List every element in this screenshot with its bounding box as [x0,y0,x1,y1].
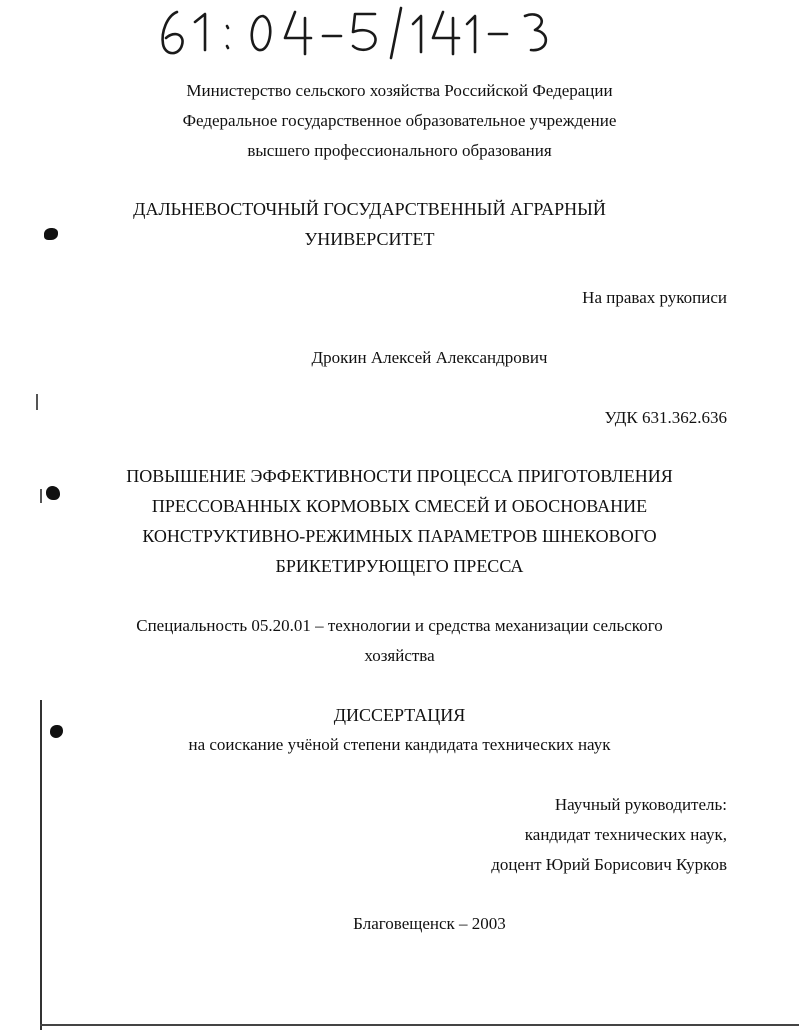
institution-line: Федеральное государственное образовательное учреждение [182,111,617,130]
handwritten-code [155,2,595,64]
specialty-line1: Специальность 05.20.01 – технологии и средства механизации сельского [136,616,663,635]
thesis-title-line3: КОНСТРУКТИВНО-РЕЖИМНЫХ ПАРАМЕТРОВ ШНЕКОВОГО [142,526,657,546]
ministry-line: Министерство сельского хозяйства Российской Федерации [186,81,613,100]
education-level-line: высшего профессионального образования [247,141,552,160]
scan-edge-line [40,700,42,1030]
punch-mark [46,486,60,500]
supervisor-label: Научный руководитель: [554,795,727,814]
author-name: Дрокин Алексей Александрович [311,348,548,367]
manuscript-rights: На правах рукописи [582,288,727,307]
specialty-line2: хозяйства [364,646,435,665]
degree-line: на соискание учёной степени кандидата технических наук [188,735,611,754]
scan-edge-line [40,1024,799,1026]
dissertation-label: ДИССЕРТАЦИЯ [333,705,466,725]
udc-code: УДК 631.362.636 [604,408,727,427]
supervisor-degree: кандидат технических наук, [524,825,727,844]
supervisor-name: доцент Юрий Борисович Курков [491,855,727,874]
scan-mark [40,489,42,503]
thesis-title-line1: ПОВЫШЕНИЕ ЭФФЕКТИВНОСТИ ПРОЦЕССА ПРИГОТОВЛЕНИЯ [126,466,673,486]
university-name-line1: ДАЛЬНЕВОСТОЧНЫЙ ГОСУДАРСТВЕННЫЙ АГРАРНЫЙ [133,199,606,219]
thesis-title-line2: ПРЕССОВАННЫХ КОРМОВЫХ СМЕСЕЙ И ОБОСНОВАНИЕ [151,496,648,516]
university-name-line2: УНИВЕРСИТЕТ [304,229,435,249]
punch-mark [44,228,58,240]
place-year: Благовещенск – 2003 [353,914,506,933]
scan-mark [36,394,38,410]
thesis-title-line4: БРИКЕТИРУЮЩЕГО ПРЕССА [275,556,524,576]
